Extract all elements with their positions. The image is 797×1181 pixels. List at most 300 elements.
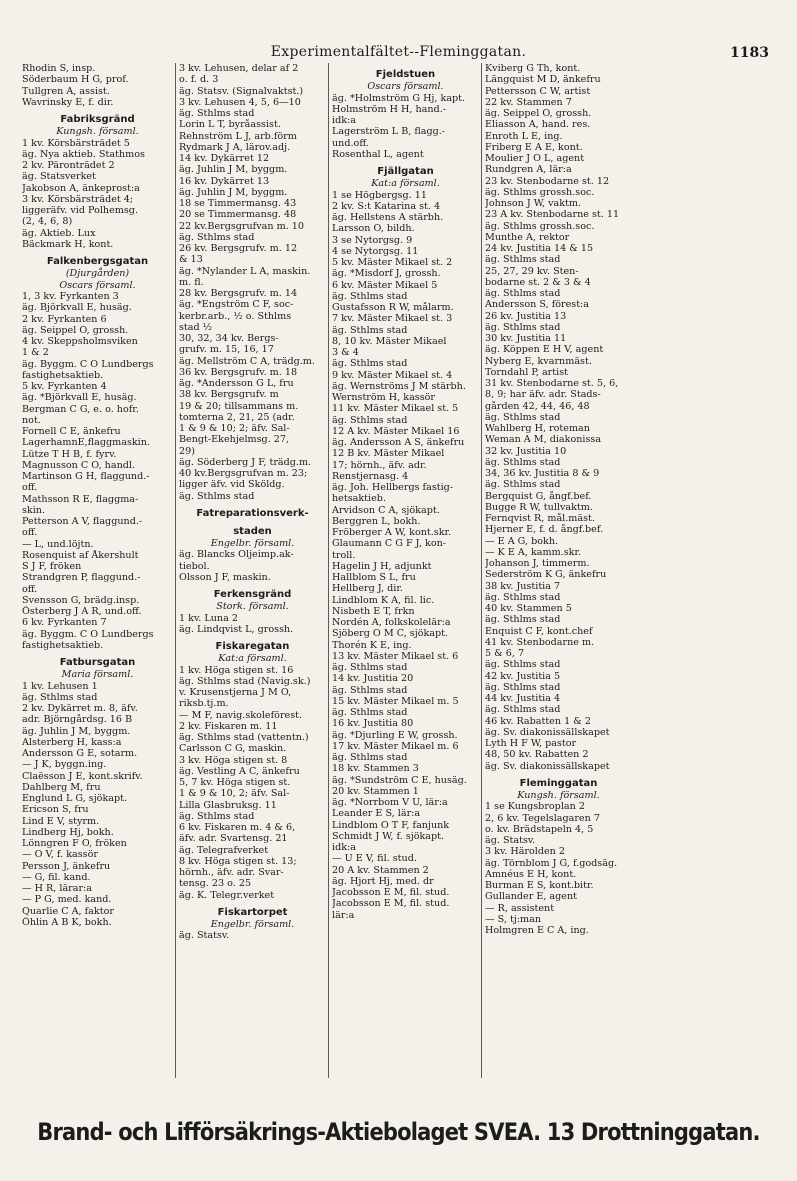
directory-entry: Pettersson C W, artist bbox=[485, 85, 591, 97]
directory-entry: Fröberger A W, kont.skr. bbox=[332, 527, 452, 538]
directory-entry: äfv. adr. Svartensg. 21 bbox=[179, 833, 288, 845]
directory-entry: Fornell C E, änkefru bbox=[22, 426, 121, 437]
directory-entry: äg. Sthlms stad bbox=[485, 591, 561, 603]
directory-entry: — E A G, bokh. bbox=[485, 535, 559, 547]
directory-entry: 1 kv. Lehusen 1 bbox=[22, 680, 98, 692]
directory-entry: Sederström K G, änkefru bbox=[485, 569, 607, 581]
directory-entry: fastighetsaktieb. bbox=[22, 639, 104, 651]
directory-entry: 3 kv. Lehusen 4, 5, 6—10 bbox=[179, 96, 301, 108]
directory-entry: 16 kv. Justitia 80 bbox=[332, 718, 414, 730]
directory-entry: 18 kv. Stammen 3 bbox=[332, 763, 419, 775]
directory-entry: äg. Seippel O, grossh. bbox=[485, 108, 592, 119]
directory-entry: 38 kv. Justitia 7 bbox=[485, 580, 561, 592]
directory-entry: Petterson A V, flaggund.- bbox=[22, 516, 143, 527]
directory-entry: hetsaktieb. bbox=[332, 493, 386, 505]
directory-entry: 8, 9; har äfv. adr. Stads- bbox=[485, 389, 601, 401]
directory-entry: äg. *Djurling E W, grossh. bbox=[332, 729, 458, 741]
directory-entry: äg. Hjort Hj, med. dr bbox=[332, 875, 434, 887]
directory-entry: Wernström H, kassör bbox=[332, 392, 436, 403]
directory-entry: Arvidson C A, sjökapt. bbox=[332, 504, 440, 516]
directory-entry: tiebol. bbox=[179, 560, 210, 572]
directory-entry: — G, fil. kand. bbox=[22, 871, 91, 883]
directory-entry: äg. Sthlms stad bbox=[485, 411, 561, 423]
column-3 bbox=[328, 63, 481, 1078]
directory-entry: äg. Statsv. bbox=[179, 930, 230, 942]
directory-entry: 3 kv. Körsbärsträdet 4; bbox=[22, 193, 134, 205]
directory-entry: — O V, f. kassör bbox=[22, 849, 98, 861]
directory-entry: — H R, lärar:a bbox=[22, 883, 93, 894]
directory-entry: äg. Andersson A S, änkefru bbox=[332, 437, 465, 448]
directory-entry: Holmgren E C A, ing. bbox=[485, 925, 589, 936]
directory-entry: Lütze T H B, f. fyrv. bbox=[22, 448, 117, 460]
directory-entry: tensg. 23 o. 25 bbox=[179, 878, 252, 890]
directory-entry: hörnh., äfv. adr. Svar- bbox=[179, 867, 284, 878]
directory-entry: 19 & 20; tillsammans m. bbox=[179, 400, 299, 412]
directory-entry: Ericson S, fru bbox=[22, 804, 89, 816]
directory-entry: Bengt-Ekehjelmsg. 27, bbox=[179, 434, 290, 446]
directory-entry: stad ½ bbox=[179, 321, 212, 333]
directory-entry: 7 kv. Mäster Mikael st. 3 bbox=[332, 313, 453, 325]
directory-entry: äg. Sthlms stad bbox=[179, 490, 255, 502]
directory-entry: Moulier J O L, agent bbox=[485, 153, 585, 164]
parish-label: Kat:a församl. bbox=[371, 178, 440, 189]
directory-entry: tomterna 2, 21, 25 (adr. bbox=[179, 411, 295, 423]
directory-entry: 34, 36 kv. Justitia 8 & 9 bbox=[485, 468, 600, 479]
directory-entry: Hallblom S L, fru bbox=[332, 572, 416, 583]
directory-entry: äg. Sthlms stad bbox=[485, 456, 561, 468]
column-4 bbox=[481, 63, 634, 1078]
directory-entry: S J F, fröken bbox=[22, 561, 82, 572]
directory-entry: äg. Blancks Oljeimp.ak- bbox=[179, 549, 294, 561]
directory-entry: 2 kv. Päronträdet 2 bbox=[22, 160, 115, 171]
directory-entry: 26 kv. Bergsgrufv. m. 12 bbox=[179, 243, 298, 254]
directory-entry: äg. Sthlms stad bbox=[485, 479, 561, 491]
directory-entry: troll. bbox=[332, 549, 356, 561]
directory-entry: 8, 10 kv. Mäster Mikael bbox=[332, 335, 447, 347]
directory-entry: — P G, med. kand. bbox=[22, 894, 112, 906]
directory-entry: äg. Sv. diakonissällskapet bbox=[485, 760, 610, 772]
directory-entry: 29) bbox=[179, 445, 195, 457]
directory-entry: Lorin L T, byråassist. bbox=[179, 119, 281, 131]
directory-entry: Rydmark J A, lärov.adj. bbox=[179, 141, 291, 153]
directory-entry: äg. Telegrafverket bbox=[179, 844, 269, 856]
directory-entry: 1 kv. Höga stigen st. 16 bbox=[179, 664, 294, 676]
directory-entry: äg. Statsverket bbox=[22, 171, 96, 183]
directory-entry: off. bbox=[22, 583, 38, 595]
directory-entry: äg. Björkvall E, husäg. bbox=[22, 302, 132, 314]
directory-entry: Leander E S, lär:a bbox=[332, 808, 421, 820]
directory-entry: Magnusson C O, handl. bbox=[22, 459, 136, 471]
directory-entry: äg. *Misdorf J, grossh. bbox=[332, 268, 441, 280]
directory-entry: äg. Sthlms stad (Navig.sk.) bbox=[179, 675, 311, 687]
directory-entry: Weman A M, diakonissa bbox=[485, 434, 602, 446]
directory-entry: 20 kv. Stammen 1 bbox=[332, 785, 419, 797]
street-heading: Falkenbergsgatan bbox=[46, 256, 149, 267]
directory-entry: 1 & 9 & 10; 2; äfv. Sal- bbox=[179, 423, 290, 434]
directory-entry: Bugge R W, tullvaktm. bbox=[485, 501, 593, 513]
directory-entry: Söderbaum H G, prof. bbox=[22, 74, 129, 86]
directory-entry: Carlsson C G, maskin. bbox=[179, 743, 287, 755]
directory-entry: off. bbox=[22, 482, 38, 494]
directory-entry: äg. Sthlms stad bbox=[485, 321, 561, 333]
directory-entry: 9 kv. Mäster Mikael st. 4 bbox=[332, 369, 453, 381]
street-heading: Fabriksgränd bbox=[60, 114, 135, 125]
directory-entry: 41 kv. Stenbodarne m. bbox=[485, 636, 595, 648]
street-heading: Ferkensgränd bbox=[213, 589, 292, 600]
directory-entry: o. f. d. 3 bbox=[179, 74, 219, 86]
directory-entry: Martinson G H, flaggund.- bbox=[22, 471, 150, 482]
directory-entry: 2 kv. S:t Katarina st. 4 bbox=[332, 200, 441, 212]
directory-entry: Englund L G, sjökapt. bbox=[22, 793, 128, 804]
directory-entry: 48, 50 kv. Rabatten 2 bbox=[485, 749, 589, 761]
directory-entry: 11 kv. Mäster Mikael st. 5 bbox=[332, 403, 459, 415]
directory-entry: 32 kv. Justitia 10 bbox=[485, 445, 567, 457]
street-heading: staden bbox=[233, 525, 272, 537]
directory-entry: 5 & 6, 7 bbox=[485, 648, 525, 659]
directory-entry: Munthe A, rektor bbox=[485, 231, 570, 243]
directory-entry: 2 kv. Dykärret m. 8, äfv. bbox=[22, 703, 138, 714]
directory-entry: äg. *Engström C F, soc- bbox=[179, 299, 294, 311]
directory-entry: v. Krusenstjerna J M O, bbox=[179, 687, 292, 698]
directory-entry: 40 kv.Bergsgrufvan m. 23; bbox=[179, 468, 308, 479]
directory-entry: äg. Sv. diakonissällskapet bbox=[485, 726, 610, 738]
directory-entry: Jacobsson E M, fil. stud. bbox=[332, 887, 450, 898]
directory-entry: — J K, byggn.ing. bbox=[22, 759, 107, 771]
directory-entry: 30, 32, 34 kv. Bergs- bbox=[179, 333, 279, 344]
directory-entry: 26 kv. Justitia 13 bbox=[485, 310, 567, 322]
directory-entry: 46 kv. Rabatten 1 & 2 bbox=[485, 715, 591, 727]
directory-entry: äg. Byggm. C O Lundbergs bbox=[22, 628, 154, 640]
directory-entry: Lönngren F O, fröken bbox=[22, 838, 127, 849]
directory-entry: 12 B kv. Mäster Mikael bbox=[332, 448, 445, 460]
directory-entry: Bäckmark H, kont. bbox=[22, 238, 114, 250]
directory-entry: — R, assistent bbox=[485, 902, 555, 914]
directory-entry: m. fl. bbox=[179, 276, 204, 288]
directory-entry: Lilla Glasbruksg. 11 bbox=[179, 799, 277, 811]
directory-entry: äg. *Björkvall E, husäg. bbox=[22, 392, 137, 404]
directory-entry: äg. Statsv. (Signalvaktst.) bbox=[179, 85, 304, 97]
directory-entry: Lagerström L B, flagg.- bbox=[332, 126, 446, 138]
directory-entry: 2 kv. Fyrkanten 6 bbox=[22, 313, 107, 325]
directory-entry: grufv. m. 15, 16, 17 bbox=[179, 344, 274, 356]
directory-entry: 14 kv. Dykärret 12 bbox=[179, 153, 270, 164]
directory-entry: Olsson J F, maskin. bbox=[179, 571, 271, 583]
directory-entry: äg. Seippel O, grossh. bbox=[22, 324, 129, 336]
directory-entry: — K E A, kamm.skr. bbox=[485, 546, 582, 558]
directory-entry: 16 kv. Dykärret 13 bbox=[179, 175, 270, 187]
directory-entry: äg. Statsv. bbox=[485, 835, 536, 846]
directory-entry: Svensson G, brädg.insp. bbox=[22, 594, 140, 606]
directory-entry: Schmidt J W, f. sjökapt. bbox=[332, 830, 445, 842]
directory-entry: off. bbox=[22, 527, 38, 539]
advertisement-footer: Brand- och Lifförsäkrings-Aktiebolaget SVEA. 13 Drottninggatan. bbox=[37, 1118, 760, 1146]
directory-entry: äg. Byggm. C O Lundbergs bbox=[22, 358, 154, 370]
directory-entry: 12 A kv. Mäster Mikael 16 bbox=[332, 425, 460, 437]
directory-entry: Thorén K E, ing. bbox=[332, 639, 412, 651]
directory-entry: äg. Sthlms stad bbox=[332, 684, 408, 696]
directory-entry: Larsson O, bildh. bbox=[332, 223, 415, 235]
directory-entry: äg. Sthlms grossh.soc. bbox=[485, 186, 595, 198]
directory-entry: 8 kv. Höga stigen st. 13; bbox=[179, 855, 297, 867]
directory-entry: 6 kv. Fyrkanten 7 bbox=[22, 617, 107, 629]
directory-entry: äg. Sthlms stad (vattentn.) bbox=[179, 732, 309, 743]
directory-entry: o. kv. Brädstapeln 4, 5 bbox=[485, 823, 594, 835]
directory-entry: 1 se Högbergsg. 11 bbox=[332, 189, 428, 201]
directory-entry: Bergquist G, ångf.bef. bbox=[485, 490, 592, 502]
directory-entry: äg. Nya aktieb. Stathmos bbox=[22, 148, 145, 160]
directory-entry: 1 se Kungsbroplan 2 bbox=[485, 801, 585, 813]
directory-entry: LagerhamnE,flaggmaskin. bbox=[22, 437, 150, 449]
directory-entry: äg. *Andersson G L, fru bbox=[179, 378, 294, 389]
page-number: 1183 bbox=[730, 45, 769, 61]
directory-entry: 4 se Nytorgsg. 11 bbox=[332, 245, 419, 257]
column-1 bbox=[22, 63, 175, 1078]
directory-entry: äg. Sthlms stad bbox=[179, 231, 255, 243]
directory-entry: Rosenthal L, agent bbox=[332, 148, 424, 160]
directory-entry: 3 & 4 bbox=[332, 347, 359, 358]
parish-label: Engelbr. församl. bbox=[210, 918, 295, 930]
directory-entry: Persson J, änkefru bbox=[22, 860, 111, 872]
column-2 bbox=[175, 63, 328, 1078]
directory-entry: und.off. bbox=[332, 137, 369, 149]
directory-entry: Lindberg Hj, bokh. bbox=[22, 826, 114, 838]
directory-entry: Burman E S, kont.bitr. bbox=[485, 880, 594, 891]
directory-entry: Strandgren P, flaggund.- bbox=[22, 572, 141, 584]
page-title: Experimentalfältet--Fleminggatan. bbox=[270, 44, 527, 60]
parish-label: Stork. församl. bbox=[216, 601, 289, 612]
directory-entry: bodarne st. 2 & 3 & 4 bbox=[485, 276, 591, 288]
directory-entry: 22 kv.Bergsgrufvan m. 10 bbox=[179, 220, 305, 232]
directory-entry: Wavrinsky E, f. dir. bbox=[22, 96, 114, 108]
directory-entry: 1 kv. Körsbärsträdet 5 bbox=[22, 137, 130, 149]
parish-label: (Djurgården) bbox=[65, 268, 130, 279]
directory-entry: äg. Sthlms stad bbox=[485, 254, 561, 266]
directory-entry: 17 kv. Mäster Mikael m. 6 bbox=[332, 740, 459, 752]
directory-entry: äg. K. Telegr.verket bbox=[179, 889, 275, 901]
directory-entry: Längquist M D, änkefru bbox=[485, 74, 601, 86]
directory-entry: Rundgren A, lär:a bbox=[485, 164, 572, 176]
directory-entry: 6 kv. Mäster Mikael 5 bbox=[332, 279, 438, 291]
directory-entry: 23 A kv. Stenbodarne st. 11 bbox=[485, 209, 620, 221]
directory-entry: Lyth H F W, pastor bbox=[485, 738, 577, 749]
directory-columns bbox=[22, 63, 788, 1078]
directory-entry: äg. Sthlms stad bbox=[485, 659, 561, 671]
directory-entry: äg. Sthlms stad bbox=[332, 707, 408, 718]
directory-entry: Hagelin J H, adjunkt bbox=[332, 560, 432, 572]
directory-entry: idk:a bbox=[332, 115, 356, 126]
directory-entry: ligger äfv. vid Sköldg. bbox=[179, 479, 285, 491]
directory-entry: 1, 3 kv. Fyrkanten 3 bbox=[22, 291, 119, 302]
directory-entry: 36 kv. Bergsgrufv. m. 18 bbox=[179, 366, 298, 378]
directory-entry: kerbr.arb., ½ o. Sthlms bbox=[179, 310, 292, 322]
directory-entry: 3 kv. Höga stigen st. 8 bbox=[179, 754, 288, 766]
directory-entry: 18 se Timmermansg. 43 bbox=[179, 198, 297, 209]
directory-entry: Andersson S, förest:a bbox=[485, 299, 590, 311]
directory-entry: äg. Sthlms stad bbox=[332, 290, 408, 302]
directory-entry: Öhlin A B K, bokh. bbox=[22, 916, 112, 928]
directory-entry: Rhodin S, insp. bbox=[22, 63, 96, 74]
directory-entry: 2 kv. Fiskaren m. 11 bbox=[179, 720, 278, 732]
parish-label: Oscars församl. bbox=[367, 81, 444, 92]
directory-entry: Jacobsson E M, fil. stud. bbox=[332, 898, 450, 910]
directory-entry: 3 kv. Härolden 2 bbox=[485, 846, 566, 858]
directory-entry: äg. Sthlms stad bbox=[332, 662, 408, 673]
directory-entry: 5, 7 kv. Höga stigen st. bbox=[179, 777, 291, 788]
street-heading: Fatbursgatan bbox=[59, 657, 136, 668]
directory-entry: Enquist C F, kont.chef bbox=[485, 625, 593, 637]
directory-entry: äg. Juhlin J M, byggm. bbox=[179, 164, 288, 176]
directory-entry: Mathsson R E, flaggma- bbox=[22, 493, 139, 505]
directory-entry: 1 & 9 & 10, 2; äfv. Sal- bbox=[179, 788, 290, 800]
directory-entry: 1 & 2 bbox=[22, 347, 49, 359]
directory-entry: — M F, navig.skoleförest. bbox=[179, 709, 303, 721]
directory-entry: 3 kv. Lehusen, delar af 2 bbox=[179, 63, 299, 74]
directory-entry: äg. Joh. Hellbergs fastig- bbox=[332, 482, 454, 493]
directory-entry: äg. Hellstens A stärbh. bbox=[332, 212, 444, 223]
directory-entry: Österberg J A R, und.off. bbox=[22, 606, 142, 617]
directory-entry: 38 kv. Bergsgrufv. m bbox=[179, 389, 279, 401]
directory-entry: Lindblom O T F, fanjunk bbox=[332, 819, 450, 831]
directory-entry: Gustafsson R W, målarm. bbox=[332, 302, 454, 313]
directory-entry: 5 kv. Fyrkanten 4 bbox=[22, 381, 107, 392]
directory-entry: äg. Sthlms stad bbox=[22, 691, 98, 703]
directory-entry: Wahlberg H, roteman bbox=[485, 423, 590, 434]
directory-entry: Quarlie C A, faktor bbox=[22, 905, 114, 917]
directory-entry: Tullgren A, assist. bbox=[22, 85, 110, 97]
directory-entry: äg. *Sundström C E, husäg. bbox=[332, 774, 467, 786]
directory-entry: Sjöberg O M C, sjökapt. bbox=[332, 628, 449, 640]
directory-entry: äg. Sthlms stad bbox=[332, 324, 408, 336]
directory-entry: fastighetsaktieb. bbox=[22, 369, 104, 381]
directory-entry: 14 kv. Justitia 20 bbox=[332, 673, 414, 685]
directory-entry: 1 kv. Luna 2 bbox=[179, 612, 238, 624]
directory-entry: 15 kv. Mäster Mikael m. 5 bbox=[332, 695, 459, 707]
directory-entry: Fernqvist R, mål.mäst. bbox=[485, 513, 595, 524]
directory-entry: äg. Söderberg J F, trädg.m. bbox=[179, 456, 312, 468]
directory-entry: äg. Juhlin J M, byggm. bbox=[22, 725, 131, 737]
directory-entry: lär:a bbox=[332, 909, 355, 921]
directory-entry: not. bbox=[22, 414, 41, 426]
directory-entry: 4 kv. Skeppsholmsviken bbox=[22, 336, 138, 347]
directory-entry: Kviberg G Th, kont. bbox=[485, 63, 581, 74]
directory-entry: äg. Sthlms stad bbox=[485, 681, 561, 693]
directory-entry: 28 kv. Bergsgrufv. m. 14 bbox=[179, 288, 298, 299]
directory-entry: — U E V, fil. stud. bbox=[332, 853, 417, 865]
directory-entry: Holmström H H, hand.- bbox=[332, 103, 446, 115]
directory-entry: äg. Sthlms grossh.soc. bbox=[485, 220, 595, 232]
directory-entry: adr. Björngårdsg. 16 B bbox=[22, 714, 133, 726]
directory-entry: Nordén A, folkskolelär:a bbox=[332, 617, 451, 628]
street-heading: Fiskartorpet bbox=[217, 906, 288, 918]
directory-entry: Rehnström L J, arb.förm bbox=[179, 130, 297, 142]
directory-entry: skin. bbox=[22, 504, 46, 516]
directory-entry: Bergman C G, e. o. hofr. bbox=[22, 403, 139, 415]
directory-entry: Dahlberg M, fru bbox=[22, 781, 101, 793]
directory-entry: Enroth L E, ing. bbox=[485, 130, 563, 142]
street-heading: Fatreparationsverk- bbox=[196, 507, 309, 519]
directory-entry: 13 kv. Mäster Mikael st. 6 bbox=[332, 650, 459, 662]
directory-entry: 30 kv. Justitia 11 bbox=[485, 333, 567, 344]
directory-entry: — S, tj:man bbox=[485, 913, 542, 925]
directory-entry: äg. Wernströms J M stärbh. bbox=[332, 380, 466, 392]
directory-entry: äg. Sthlms stad bbox=[332, 752, 408, 763]
directory-entry: Amnéus E H, kont. bbox=[485, 868, 577, 880]
street-heading: Fjällgatan bbox=[377, 166, 434, 177]
directory-entry: 6 kv. Fiskaren m. 4 & 6, bbox=[179, 822, 296, 833]
directory-entry: 20 se Timmermansg. 48 bbox=[179, 209, 297, 221]
directory-entry: 40 kv. Stammen 5 bbox=[485, 603, 572, 614]
directory-entry: 42 kv. Justitia 5 bbox=[485, 670, 561, 682]
directory-entry: 2, 6 kv. Tegelslagaren 7 bbox=[485, 812, 600, 824]
directory-entry: äg. *Nylander L A, maskin. bbox=[179, 265, 311, 277]
directory-entry: äg. Aktieb. Lux bbox=[22, 227, 96, 239]
directory-entry: idk:a bbox=[332, 842, 356, 853]
directory-entry: äg. Sthlms stad bbox=[485, 288, 561, 299]
directory-entry: Eliasson A, hand. res. bbox=[485, 119, 591, 131]
parish-label: Kungsh. församl. bbox=[56, 126, 139, 137]
street-heading: Fleminggatan bbox=[519, 777, 598, 789]
directory-entry: äg. Sthlms stad bbox=[179, 810, 255, 822]
directory-entry: äg. Juhlin J M, byggm. bbox=[179, 186, 288, 198]
directory-entry: äg. Sthlms stad bbox=[332, 358, 408, 370]
directory-entry: 25, 27, 29 kv. Sten- bbox=[485, 265, 579, 277]
directory-entry: äg. Vestling A C, änkefru bbox=[179, 765, 300, 777]
directory-entry: äg. Sthlms stad bbox=[485, 614, 561, 626]
directory-entry: liggeräfv. vid Polhemsg. bbox=[22, 205, 138, 216]
directory-entry: äg. Sthlms stad bbox=[179, 108, 255, 119]
directory-entry: 3 se Nytorgsg. 9 bbox=[332, 234, 413, 246]
directory-entry: äg. Lindqvist L, grossh. bbox=[179, 623, 294, 635]
parish-label: Oscars församl. bbox=[59, 279, 136, 291]
directory-entry: Andersson G E, sotarm. bbox=[22, 748, 138, 759]
directory-entry: gården 42, 44, 46, 48 bbox=[485, 400, 590, 412]
directory-entry: Nyberg E, kvarnmäst. bbox=[485, 355, 592, 367]
directory-entry: Johanson J, timmerm. bbox=[485, 558, 590, 569]
directory-entry: Berggren L, bokh. bbox=[332, 515, 421, 527]
directory-entry: 31 kv. Stenbodarne st. 5, 6, bbox=[485, 378, 619, 389]
directory-entry: Nisbeth E T, frkn bbox=[332, 605, 415, 617]
directory-entry: äg. *Norrbom V U, lär:a bbox=[332, 797, 448, 808]
directory-entry: Johnson J W, vaktm. bbox=[485, 198, 582, 209]
directory-entry: 5 kv. Mäster Mikael st. 2 bbox=[332, 257, 453, 268]
directory-entry: 17; hörnh., äfv. adr. bbox=[332, 459, 427, 471]
directory-entry: Renstjernasg. 4 bbox=[332, 470, 409, 482]
directory-entry: & 13 bbox=[179, 254, 203, 266]
directory-entry: Jakobson A, änkeprost:a bbox=[22, 182, 140, 194]
directory-entry: äg. Köppen E H V, agent bbox=[485, 344, 604, 356]
directory-entry: Gullander E, agent bbox=[485, 891, 578, 903]
directory-entry: äg. Sthlms stad bbox=[485, 704, 561, 716]
directory-entry: 24 kv. Justitia 14 & 15 bbox=[485, 243, 594, 254]
directory-entry: (2, 4, 6, 8) bbox=[22, 216, 73, 228]
street-heading: Fjeldstuen bbox=[375, 69, 436, 80]
directory-entry: Rosenquist af Åkershult bbox=[22, 549, 139, 561]
parish-label: Maria församl. bbox=[61, 669, 134, 680]
parish-label: Engelbr. församl. bbox=[210, 537, 295, 549]
directory-entry: Alsterberg H, kass:a bbox=[22, 736, 122, 748]
directory-entry: äg. *Holmström G Hj, kapt. bbox=[332, 92, 466, 104]
directory-entry: 22 kv. Stammen 7 bbox=[485, 96, 572, 108]
directory-entry: Torndahl P, artist bbox=[485, 366, 568, 378]
directory-entry: 44 kv. Justitia 4 bbox=[485, 693, 561, 704]
directory-entry: Claësson J E, kont.skrifv. bbox=[22, 770, 143, 782]
parish-label: Kungsh. församl. bbox=[517, 789, 600, 801]
directory-entry: Lindblom K A, fil. lic. bbox=[332, 594, 435, 606]
directory-entry: Hellberg J, dir. bbox=[332, 583, 403, 595]
directory-entry: Lind E V, styrm. bbox=[22, 815, 100, 827]
directory-entry: äg. Törnblom J G, f.godsäg. bbox=[485, 857, 618, 869]
directory-entry: riksb.tj.m. bbox=[179, 698, 229, 710]
